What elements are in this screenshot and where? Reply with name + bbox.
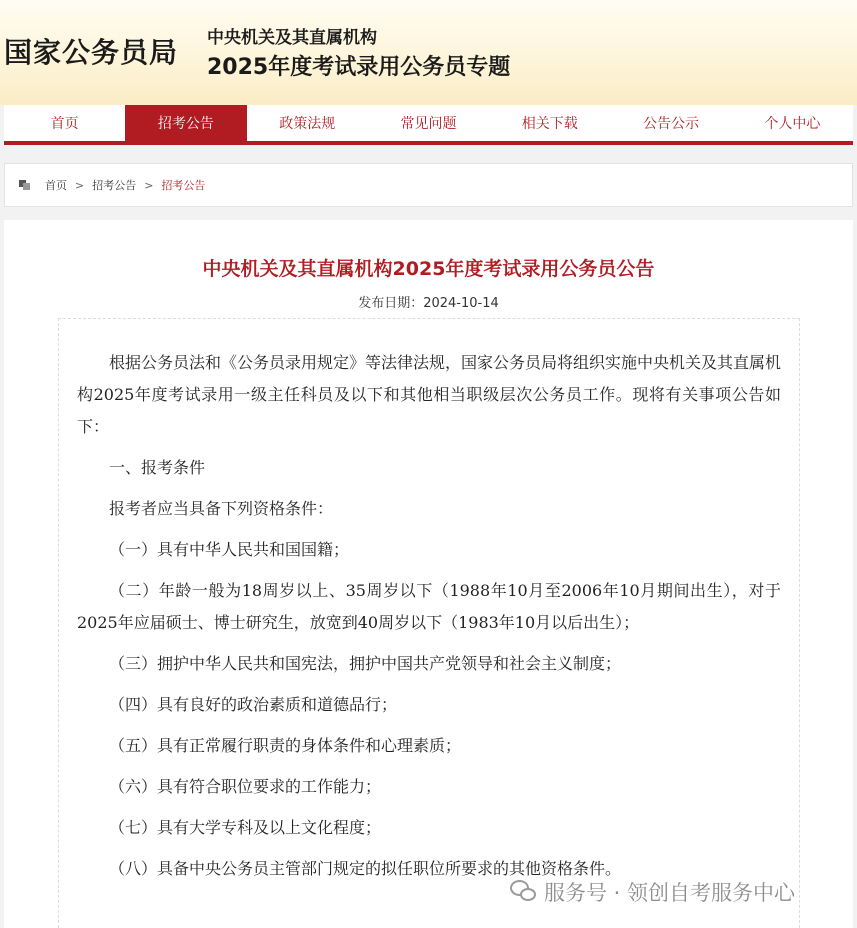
article-intro: 根据公务员法和《公务员录用规定》等法律法规，国家公务员局将组织实施中央机关及其直属机构2025年度考试录用一级主任科员及以下和其他相当职级层次公务员工作。现将有关事项公告如下： xyxy=(77,353,782,436)
watermark-text: 服务号 · 领创自考服务中心 xyxy=(544,881,796,905)
condition-item: （三）拥护中华人民共和国宪法，拥护中国共产党领导和社会主义制度； xyxy=(109,654,622,673)
article-title: 中央机关及其直属机构2025年度考试录用公务员公告 xyxy=(202,258,655,280)
breadcrumb-separator: > xyxy=(75,178,85,192)
nav-item-recruitment-notices[interactable]: 招考公告 xyxy=(125,105,246,141)
article-container xyxy=(4,220,853,928)
publish-date xyxy=(4,292,853,311)
header-subtitle-line2: 2025年度考试录用公务员专题 xyxy=(207,55,511,80)
condition-item: （五）具有正常履行职责的身体条件和心理素质； xyxy=(109,736,462,755)
breadcrumb-home[interactable]: 首页 xyxy=(45,179,67,192)
nav-item-policies[interactable]: 政策法规 xyxy=(279,116,336,132)
condition-item: （八）具备中央公务员主管部门规定的拟任职位所要求的其他资格条件。 xyxy=(109,859,622,878)
condition-item: （四）具有良好的政治素质和道德品行； xyxy=(109,695,398,714)
section-heading: 一、报考条件 xyxy=(109,458,206,477)
publish-date-value: 2024-10-14 xyxy=(423,296,499,311)
article-body xyxy=(58,318,800,928)
nav-item-announcements[interactable]: 公告公示 xyxy=(643,116,700,132)
condition-item: （六）具有符合职位要求的工作能力； xyxy=(109,777,382,796)
location-icon xyxy=(19,180,31,190)
site-header xyxy=(0,0,857,105)
site-logo[interactable]: 国家公务员局 xyxy=(4,36,179,69)
watermark xyxy=(510,877,795,907)
condition-item: （七）具有大学专科及以上文化程度； xyxy=(109,818,382,837)
condition-item: （一）具有中华人民共和国国籍； xyxy=(109,540,350,559)
condition-item: （二）年龄一般为18周岁以上、35周岁以下（1988年10月至2006年10月期间出生），对于2025年应届硕士、博士研究生，放宽到40周岁以下（1983年10月以后出生）； xyxy=(77,581,781,632)
wechat-icon xyxy=(510,880,538,904)
breadcrumb xyxy=(4,163,853,207)
breadcrumb-current: 招考公告 xyxy=(161,179,206,192)
nav-item-personal-center[interactable]: 个人中心 xyxy=(764,116,821,132)
header-subtitle-line1: 中央机关及其直属机构 xyxy=(207,28,377,48)
main-nav xyxy=(4,105,853,145)
nav-item-faq[interactable]: 常见问题 xyxy=(400,116,457,132)
breadcrumb-separator: > xyxy=(144,178,154,192)
nav-item-downloads[interactable]: 相关下载 xyxy=(521,116,578,132)
section-lead: 报考者应当具备下列资格条件： xyxy=(109,499,334,518)
publish-date-label: 发布日期： xyxy=(358,296,424,311)
breadcrumb-level1[interactable]: 招考公告 xyxy=(92,179,137,192)
nav-item-home[interactable]: 首页 xyxy=(50,116,79,132)
